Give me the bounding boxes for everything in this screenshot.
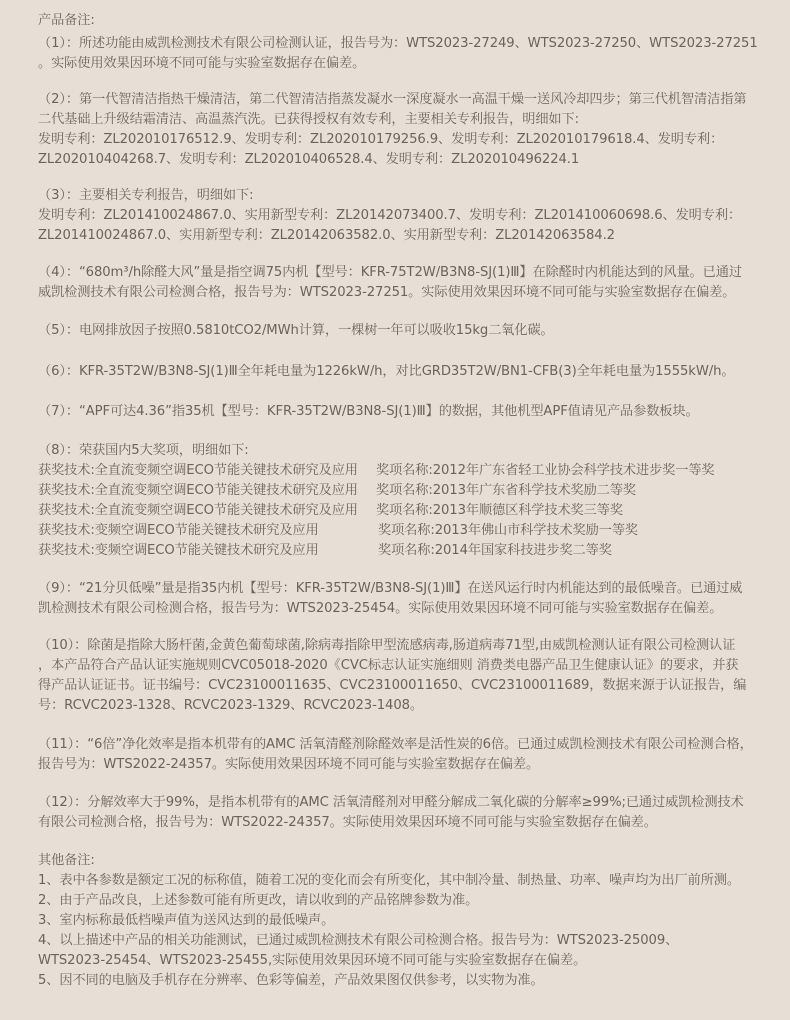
note-line: （12）：分解效率大于99%，是指本机带有的AMC 活氧清醛剂对甲醛分解成二氧化碳的分解率≥99%;已通过威凯检测技术: [38, 795, 744, 810]
award-name: 奖项名称:2014年国家科技进步奖二等奖: [378, 543, 612, 558]
note-line: （8）：荣获国内5大奖项，明细如下:: [38, 443, 249, 458]
note-line: 威凯检测技术有限公司检测合格，报告号为：WTS2023-27251。实际使用效果因环境不同可能与实验室数据存在偏差。: [38, 285, 736, 300]
note-line: （10）：除菌是指除大肠杆菌,金黄色葡萄球菌,除病毒指除甲型流感病毒,肠道病毒71型,由威凯检测认证有限公司检测认证: [38, 638, 736, 653]
note-line: （4）：“680m³/h除醛大风”量是指空调75内机【型号：KFR-75T2W/B3N8-SJ(1)Ⅲ】在除醛时内机能达到的风量。已通过: [38, 265, 742, 280]
note-line: （5）：电网排放因子按照0.5810tCO2/MWh计算，一棵树一年可以吸收15kg二氧化碳。: [38, 323, 554, 338]
note-line: 发明专利：ZL202010176512.9、发明专利：ZL202010179256.9、发明专利：ZL202010179618.4、发明专利：: [38, 132, 724, 147]
note-line: 发明专利：ZL201410024867.0、实用新型专利：ZL20142073400.7、发明专利：ZL201410060698.6、发明专利：: [38, 208, 742, 223]
note-line: 二代基础上升级结霜清洁、高温蒸汽洗。已获得授权有效专利，主要相关专利报告，明细如下:: [38, 112, 579, 127]
other-note-item: WTS2023-25454、WTS2023-25455,实际使用效果因环境不同可能与实验室数据存在偏差。: [38, 953, 587, 968]
note-line: （6）：KFR-35T2W/B3N8-SJ(1)Ⅲ全年耗电量为1226kW/h，对比GRD35T2W/BN1-CFB(3)全年耗电量为1555kW/h。: [38, 364, 735, 379]
note-line: （3）：主要相关专利报告，明细如下:: [38, 188, 254, 203]
note-line: 报告号为：WTS2022-24357。实际使用效果因环境不同可能与实验室数据存在偏差。: [38, 757, 540, 772]
note-line: （7）：“APF可达4.36”指35机【型号：KFR-35T2W/B3N8-SJ(1)Ⅲ】的数据，其他机型APF值请见产品参数板块。: [38, 404, 699, 419]
award-technology: 获奖技术:变频空调ECO节能关键技术研究及应用: [38, 543, 319, 558]
award-name: 奖项名称:2013年广东省科学技术奖励二等奖: [376, 483, 636, 498]
award-name: 奖项名称:2013年顺德区科学技术奖三等奖: [376, 503, 623, 518]
note-line: （2）：第一代智清洁指热干燥清洁，第二代智清洁指蒸发凝水一深度凝水一高温干燥一送风冷却四步；第三代机智清洁指第: [38, 92, 747, 107]
other-notes-title: 其他备注:: [38, 853, 95, 868]
other-note-item: 2、由于产品改良，上述参数可能有所更改，请以收到的产品铭牌参数为准。: [38, 893, 479, 908]
other-note-item: 5、因不同的电脑及手机存在分辨率、色彩等偏差，产品效果图仅供参考，以实物为准。: [38, 973, 544, 988]
award-technology: 获奖技术:全直流变频空调ECO节能关键技术研究及应用: [38, 463, 358, 478]
note-line: 。实际使用效果因环境不同可能与实验室数据存在偏差。: [38, 56, 366, 71]
note-line: 凯检测技术有限公司检测合格，报告号为：WTS2023-25454。实际使用效果因环境不同可能与实验室数据存在偏差。: [38, 601, 723, 616]
other-note-item: 4、以上描述中产品的相关功能测试，已通过威凯检测技术有限公司检测合格。报告号为：WTS2023-25009、: [38, 933, 679, 948]
note-line: ，本产品符合产品认证实施规则CVC05018-2020《CVC标志认证实施细则 消费类电器产品卫生健康认证》的要求，并获: [38, 658, 739, 673]
other-note-item: 3、室内标称最低档噪声值为送风达到的最低噪声。: [38, 913, 335, 928]
note-line: （11）：“6倍”净化效率是指本机带有的AMC 活氧清醛剂除醛效率是活性炭的6倍。已通过威凯检测技术有限公司检测合格，: [38, 737, 753, 752]
note-line: ZL201410024867.0、实用新型专利：ZL20142063582.0、实用新型专利：ZL20142063584.2: [38, 228, 615, 243]
note-line: （1）：所述功能由威凯检测技术有限公司检测认证，报告号为：WTS2023-27249、WTS2023-27250、WTS2023-27251: [38, 36, 758, 51]
note-line: （9）：“21分贝低噪”量是指35内机【型号：KFR-35T2W/B3N8-SJ(1)Ⅲ】在送风运行时内机能达到的最低噪音。已通过威: [38, 581, 743, 596]
note-line: 有限公司检测合格，报告号为：WTS2022-24357。实际使用效果因环境不同可能与实验室数据存在偏差。: [38, 815, 657, 830]
award-technology: 获奖技术:变频空调ECO节能关键技术研究及应用: [38, 523, 319, 538]
note-line: 号：RCVC2023-1328、RCVC2023-1329、RCVC2023-1408。: [38, 698, 424, 713]
award-name: 奖项名称:2012年广东省轻工业协会科学技术进步奖一等奖: [376, 463, 715, 478]
award-technology: 获奖技术:全直流变频空调ECO节能关键技术研究及应用: [38, 503, 358, 518]
note-line: 得产品认证证书。证书编号：CVC23100011635、CVC23100011650、CVC23100011689，数据来源于认证报告，编: [38, 678, 747, 693]
other-note-item: 1、表中各参数是额定工况的标称值，随着工况的变化而会有所变化，其中制冷量、制热量、功率、噪声均为出厂前所测。: [38, 873, 740, 888]
award-technology: 获奖技术:全直流变频空调ECO节能关键技术研究及应用: [38, 483, 358, 498]
award-name: 奖项名称:2013年佛山市科学技术奖励一等奖: [378, 523, 638, 538]
notes-title: 产品备注:: [38, 13, 95, 28]
note-line: ZL202010404268.7、发明专利：ZL202010406528.4、发明专利：ZL202010496224.1: [38, 152, 580, 167]
